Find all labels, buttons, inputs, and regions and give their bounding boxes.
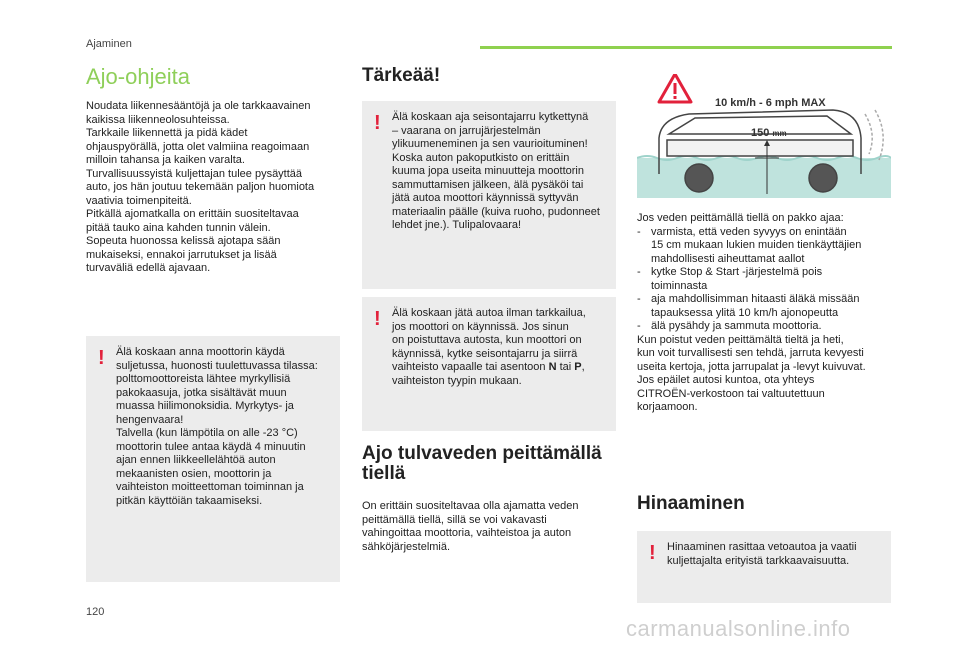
towing-warning-text: Hinaaminen rasittaa vetoautoa ja vaatii kuljettajalta erityistä tarkkaavaisuutta. — [667, 541, 857, 567]
right-column — [637, 212, 897, 415]
page-number: 120 — [86, 606, 105, 618]
list-item: - älä pysähdy ja sammuta moottoria. — [637, 320, 897, 334]
exclamation-icon: ! — [649, 542, 656, 564]
middle-column-title — [362, 66, 616, 86]
speed-limit-label: 10 km/h - 6 mph MAX — [715, 97, 826, 109]
header-accent-bar — [480, 46, 892, 49]
unattended-warning-box — [362, 297, 616, 431]
depth-unit: mm — [772, 129, 787, 138]
section-header: Ajaminen — [86, 38, 132, 50]
left-column — [86, 64, 346, 276]
parking-brake-warning-box — [362, 101, 616, 289]
engine-warning-text: Älä koskaan anna moottorin käydä suljetussa, huonosti tuulettuvassa tilassa: polttomoottoreista lähtee myrkyllisiä pakokaasuja, jotka sisältävät muun muassa hiilimonoksidia. Myrkytys- ja hengenvaara! Talvella (kun lämpötila on alle -23 °C) moottorin tulee antaa käydä 4 minuutin ajan ennen liikkeellelähtöä auton mekaanisten osien, moottorin ja vaihteiston moitteettoman toiminnan ja pitkän käyttöiän takaamiseksi. — [116, 346, 318, 507]
towing-title: Hinaaminen — [637, 493, 745, 514]
exclamation-icon: ! — [374, 308, 381, 330]
flood-intro-text: On erittäin suositeltavaa olla ajamatta veden peittämällä tiellä, sillä se voi vakavasti vahingoittaa moottoria, vaihteistoa ja auton sähköjärjestelmiä. — [362, 500, 579, 553]
driving-advice-text: Noudata liikennesääntöjä ja ole tarkkaavainen kaikissa liikenneolosuhteissa. Tarkkaile liikennettä ja pidä kädet ohjauspyörällä, jotta olet valmiina reagoimaan milloin tahansa ja kaiken varalta. Turvallisuussyistä kuljettajan tulee pysäyttää auto, jos hän joutuu tekemään paljon huomiota vaativia toimenpiteitä. Pitkällä ajomatkalla on erittäin suositeltavaa pitää tauko aina kahden tunnin välein. Sopeuta huonossa kelissä ajotapa sään mukaiseksi, ennakoi jarrutukset ja lisää turvaväliä edellä ajavaan. — [86, 100, 315, 274]
depth-value: 150 — [751, 127, 770, 139]
engine-warning-box — [86, 336, 340, 582]
towing-section — [637, 494, 891, 514]
towing-warning-box — [637, 531, 891, 603]
list-item: - kytke Stop & Start -järjestelmä pois toiminnasta — [637, 266, 897, 293]
flood-procedure-list — [637, 226, 897, 334]
list-item: - varmista, että veden syvyys on enintään 15 cm mukaan lukien muiden tienkäyttäjien mahdollisesti aiheuttamat aallot — [637, 226, 897, 267]
svg-text:150mm — [751, 127, 787, 139]
flood-title: Ajo tulvaveden peittämällä tiellä — [362, 443, 602, 484]
watermark-text: carmanualsonline.info — [626, 616, 851, 641]
parking-brake-warning-text: Älä koskaan aja seisontajarru kytkettynä – vaarana on jarrujärjestelmän ylikuumeneminen ja sen vaurioituminen! Koska auton pakoputkisto on erittäin kuuma jopa useita minuutteja moottorin sammuttamisen jälkeen, älä pysäköi tai jätä autoa moottori käynnissä syttyvän materiaalin päälle (kuiva ruoho, pudonneet lehdet jne.). Tulipalovaara! — [392, 111, 600, 231]
flood-procedure-intro: Jos veden peittämällä tiellä on pakko ajaa: — [637, 212, 844, 224]
exclamation-icon: ! — [374, 112, 381, 134]
after-flood-text: Kun poistut veden peittämältä tieltä ja heti, kun voit turvallisesti sen tehdä, jarruta kevyesti useita kertoja, jotta jarrupalat ja -levyt kuivuvat. Jos epäilet autosi kuntoa, ota yhteys CITROËN-verkostoon tai valtuutettuun korjaamoon. — [637, 333, 866, 413]
flooded-road-illustration — [637, 74, 891, 198]
list-item: - aja mahdollisimman hitaasti äläkä missään tapauksessa ylitä 10 km/h ajonopeutta — [637, 293, 897, 320]
flood-section — [362, 444, 616, 554]
page-title: Ajo-ohjeita — [86, 64, 190, 89]
exclamation-icon: ! — [98, 347, 105, 369]
unattended-warning-text: Älä koskaan jätä autoa ilman tarkkailua, jos moottori on käynnissä. Jos sinun on poistuttava autosta, kun moottori on käynnissä, kytke seisontajarru ja siirrä vaihteisto vapaalle tai asentoon N tai P, vaihteiston tyypin mukaan. — [392, 307, 586, 387]
important-title: Tärkeää! — [362, 65, 441, 86]
water-surface — [637, 158, 891, 198]
